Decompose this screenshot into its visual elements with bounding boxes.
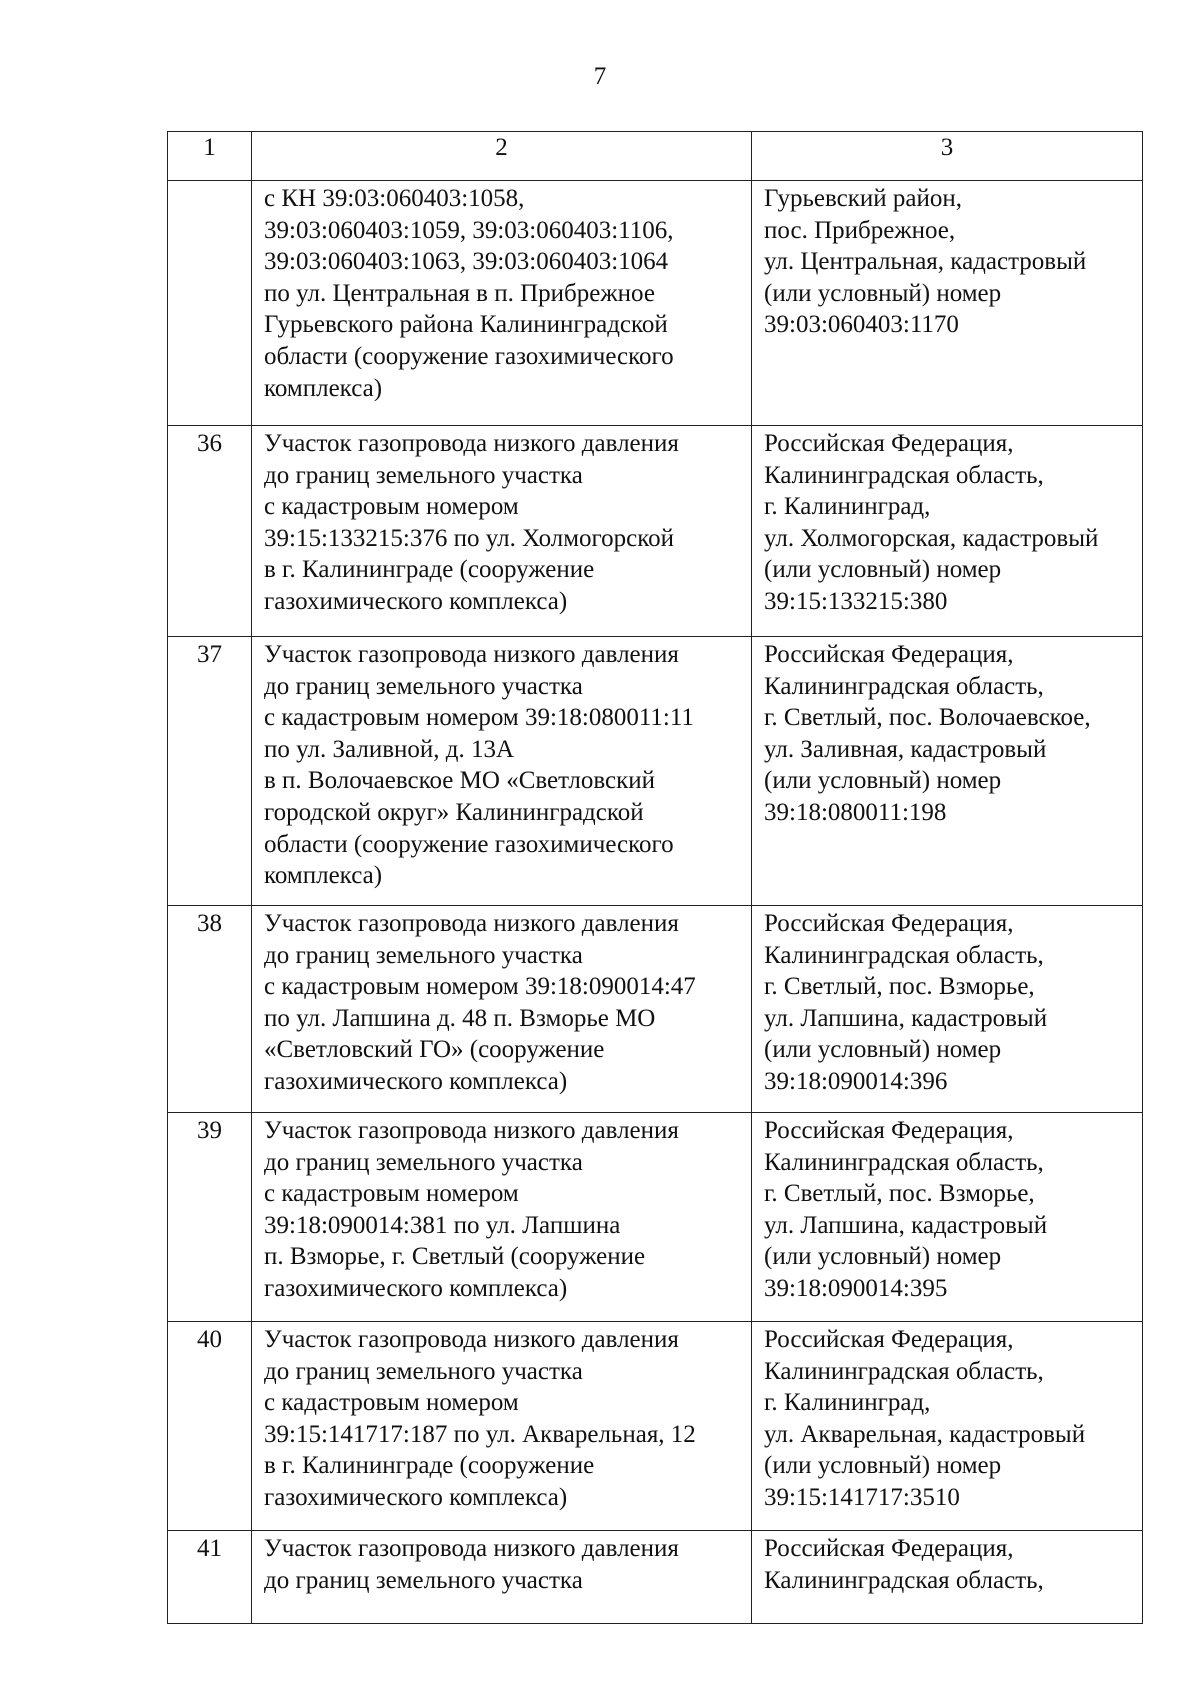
object-line: газохимического комплекса) bbox=[264, 1067, 568, 1095]
object-line: до границ земельного участка bbox=[264, 1566, 583, 1594]
location-cell bbox=[752, 181, 1143, 426]
object-line: комплекса) bbox=[264, 374, 383, 402]
location-line: г. Калининград, bbox=[764, 1389, 931, 1417]
location-line: ул. Центральная, кадастровый bbox=[764, 248, 1087, 276]
row-number-cell bbox=[168, 181, 252, 426]
column-header-number: 1 bbox=[168, 132, 252, 181]
location-line: ул. Лапшина, кадастровый bbox=[764, 1004, 1048, 1032]
location-line: 39:18:090014:396 bbox=[764, 1067, 948, 1095]
object-line: в п. Волочаевское МО «Светловский bbox=[264, 767, 656, 795]
object-line: газохимического комплекса) bbox=[264, 1274, 568, 1302]
object-line: 39:15:141717:187 по ул. Акварельная, 12 bbox=[264, 1420, 696, 1448]
object-line: газохимического комплекса) bbox=[264, 587, 568, 615]
object-line: до границ земельного участка bbox=[264, 1148, 583, 1176]
location-line: Гурьевский район, bbox=[764, 185, 963, 212]
location-line: Российская Федерация, bbox=[764, 430, 1014, 457]
location-line: (или условный) номер bbox=[764, 556, 1002, 584]
object-line: по ул. Центральная в п. Прибрежное bbox=[264, 279, 655, 307]
object-description-cell bbox=[252, 906, 752, 1113]
location-cell bbox=[752, 906, 1143, 1113]
object-line: по ул. Заливной, д. 13А bbox=[264, 735, 515, 763]
object-line: до границ земельного участка bbox=[264, 461, 583, 489]
object-line: до границ земельного участка bbox=[264, 1357, 583, 1385]
object-line: с кадастровым номером bbox=[264, 1180, 519, 1208]
object-line: области (сооружение газохимического bbox=[264, 342, 674, 370]
location-line: (или условный) номер bbox=[764, 1036, 1002, 1064]
object-line: с кадастровым номером bbox=[264, 1389, 519, 1417]
location-line: ул. Акварельная, кадастровый bbox=[764, 1420, 1086, 1448]
object-line: Участок газопровода низкого давления bbox=[264, 1535, 679, 1562]
location-line: 39:03:060403:1170 bbox=[764, 311, 959, 339]
column-header-object: 2 bbox=[252, 132, 752, 181]
location-line: пос. Прибрежное, bbox=[764, 216, 956, 244]
row-number-cell: 41 bbox=[168, 1531, 252, 1624]
object-line: Участок газопровода низкого давления bbox=[264, 1326, 679, 1353]
location-line: 39:15:133215:380 bbox=[764, 587, 948, 615]
object-line: по ул. Лапшина д. 48 п. Взморье МО bbox=[264, 1004, 656, 1032]
location-line: ул. Холмогорская, кадастровый bbox=[764, 524, 1099, 552]
column-header-location: 3 bbox=[752, 132, 1143, 181]
location-line: Калининградская область, bbox=[764, 941, 1044, 969]
table-row bbox=[168, 1113, 1143, 1322]
object-line: Участок газопровода низкого давления bbox=[264, 1117, 679, 1144]
location-line: Калининградская область, bbox=[764, 1357, 1044, 1385]
location-line: г. Светлый, пос. Волочаевское, bbox=[764, 704, 1091, 732]
location-line: Калининградская область, bbox=[764, 461, 1044, 489]
object-line: в г. Калининграде (сооружение bbox=[264, 556, 595, 584]
object-line: с кадастровым номером 39:18:090014:47 bbox=[264, 973, 696, 1001]
location-line: (или условный) номер bbox=[764, 1243, 1002, 1271]
row-number-cell: 36 bbox=[168, 426, 252, 637]
location-line: Российская Федерация, bbox=[764, 1326, 1014, 1353]
row-number-cell: 40 bbox=[168, 1322, 252, 1531]
object-description-cell bbox=[252, 181, 752, 426]
object-line: «Светловский ГО» (сооружение bbox=[264, 1036, 605, 1064]
object-line: с кадастровым номером 39:18:080011:11 bbox=[264, 704, 694, 732]
location-line: (или условный) номер bbox=[764, 767, 1002, 795]
object-description-cell bbox=[252, 426, 752, 637]
object-description-cell bbox=[252, 1531, 752, 1624]
object-line: Участок газопровода низкого давления bbox=[264, 430, 679, 457]
object-line: 39:15:133215:376 по ул. Холмогорской bbox=[264, 524, 675, 552]
object-line: области (сооружение газохимического bbox=[264, 830, 674, 858]
object-line: Гурьевского района Калининградской bbox=[264, 311, 668, 339]
row-number-cell: 37 bbox=[168, 637, 252, 906]
location-line: Российская Федерация, bbox=[764, 641, 1014, 668]
object-description-cell bbox=[252, 1113, 752, 1322]
object-line: городской округ» Калининградской bbox=[264, 798, 644, 826]
location-line: г. Светлый, пос. Взморье, bbox=[764, 973, 1035, 1001]
location-line: г. Калининград, bbox=[764, 493, 931, 521]
location-cell bbox=[752, 1531, 1143, 1624]
object-description-cell bbox=[252, 1322, 752, 1531]
object-line: 39:03:060403:1063, 39:03:060403:1064 bbox=[264, 248, 669, 276]
table-row bbox=[168, 1531, 1143, 1624]
location-cell bbox=[752, 1113, 1143, 1322]
table-body bbox=[168, 181, 1143, 1624]
location-line: Калининградская область, bbox=[764, 672, 1044, 700]
location-line: Российская Федерация, bbox=[764, 1535, 1014, 1562]
object-line: в г. Калининграде (сооружение bbox=[264, 1452, 595, 1480]
location-cell bbox=[752, 426, 1143, 637]
location-line: ул. Заливная, кадастровый bbox=[764, 735, 1047, 763]
table-row bbox=[168, 637, 1143, 906]
object-line: до границ земельного участка bbox=[264, 941, 583, 969]
location-line: 39:15:141717:3510 bbox=[764, 1483, 960, 1511]
object-line: комплекса) bbox=[264, 862, 383, 890]
object-line: 39:03:060403:1059, 39:03:060403:1106, bbox=[264, 216, 674, 244]
location-cell bbox=[752, 637, 1143, 906]
table-row bbox=[168, 181, 1143, 426]
location-line: (или условный) номер bbox=[764, 279, 1002, 307]
object-line: газохимического комплекса) bbox=[264, 1483, 568, 1511]
object-line: до границ земельного участка bbox=[264, 672, 583, 700]
location-line: 39:18:090014:395 bbox=[764, 1274, 948, 1302]
location-cell bbox=[752, 1322, 1143, 1531]
row-number-cell: 38 bbox=[168, 906, 252, 1113]
objects-table bbox=[167, 131, 1143, 1624]
location-line: 39:18:080011:198 bbox=[764, 798, 947, 826]
object-description-cell bbox=[252, 637, 752, 906]
location-line: Российская Федерация, bbox=[764, 1117, 1014, 1144]
table-row bbox=[168, 1322, 1143, 1531]
location-line: Калининградская область, bbox=[764, 1148, 1044, 1176]
object-line: Участок газопровода низкого давления bbox=[264, 910, 679, 937]
object-line: п. Взморье, г. Светлый (сооружение bbox=[264, 1243, 646, 1271]
object-line: Участок газопровода низкого давления bbox=[264, 641, 679, 668]
location-line: Калининградская область, bbox=[764, 1566, 1044, 1594]
location-line: Российская Федерация, bbox=[764, 910, 1014, 937]
location-line: г. Светлый, пос. Взморье, bbox=[764, 1180, 1035, 1208]
table-row bbox=[168, 426, 1143, 637]
page-number: 7 bbox=[593, 63, 607, 90]
table-header-row bbox=[168, 132, 1143, 181]
table-row bbox=[168, 906, 1143, 1113]
location-line: (или условный) номер bbox=[764, 1452, 1002, 1480]
location-line: ул. Лапшина, кадастровый bbox=[764, 1211, 1048, 1239]
row-number-cell: 39 bbox=[168, 1113, 252, 1322]
object-line: 39:18:090014:381 по ул. Лапшина bbox=[264, 1211, 621, 1239]
object-line: с КН 39:03:060403:1058, bbox=[264, 185, 525, 212]
object-line: с кадастровым номером bbox=[264, 493, 519, 521]
